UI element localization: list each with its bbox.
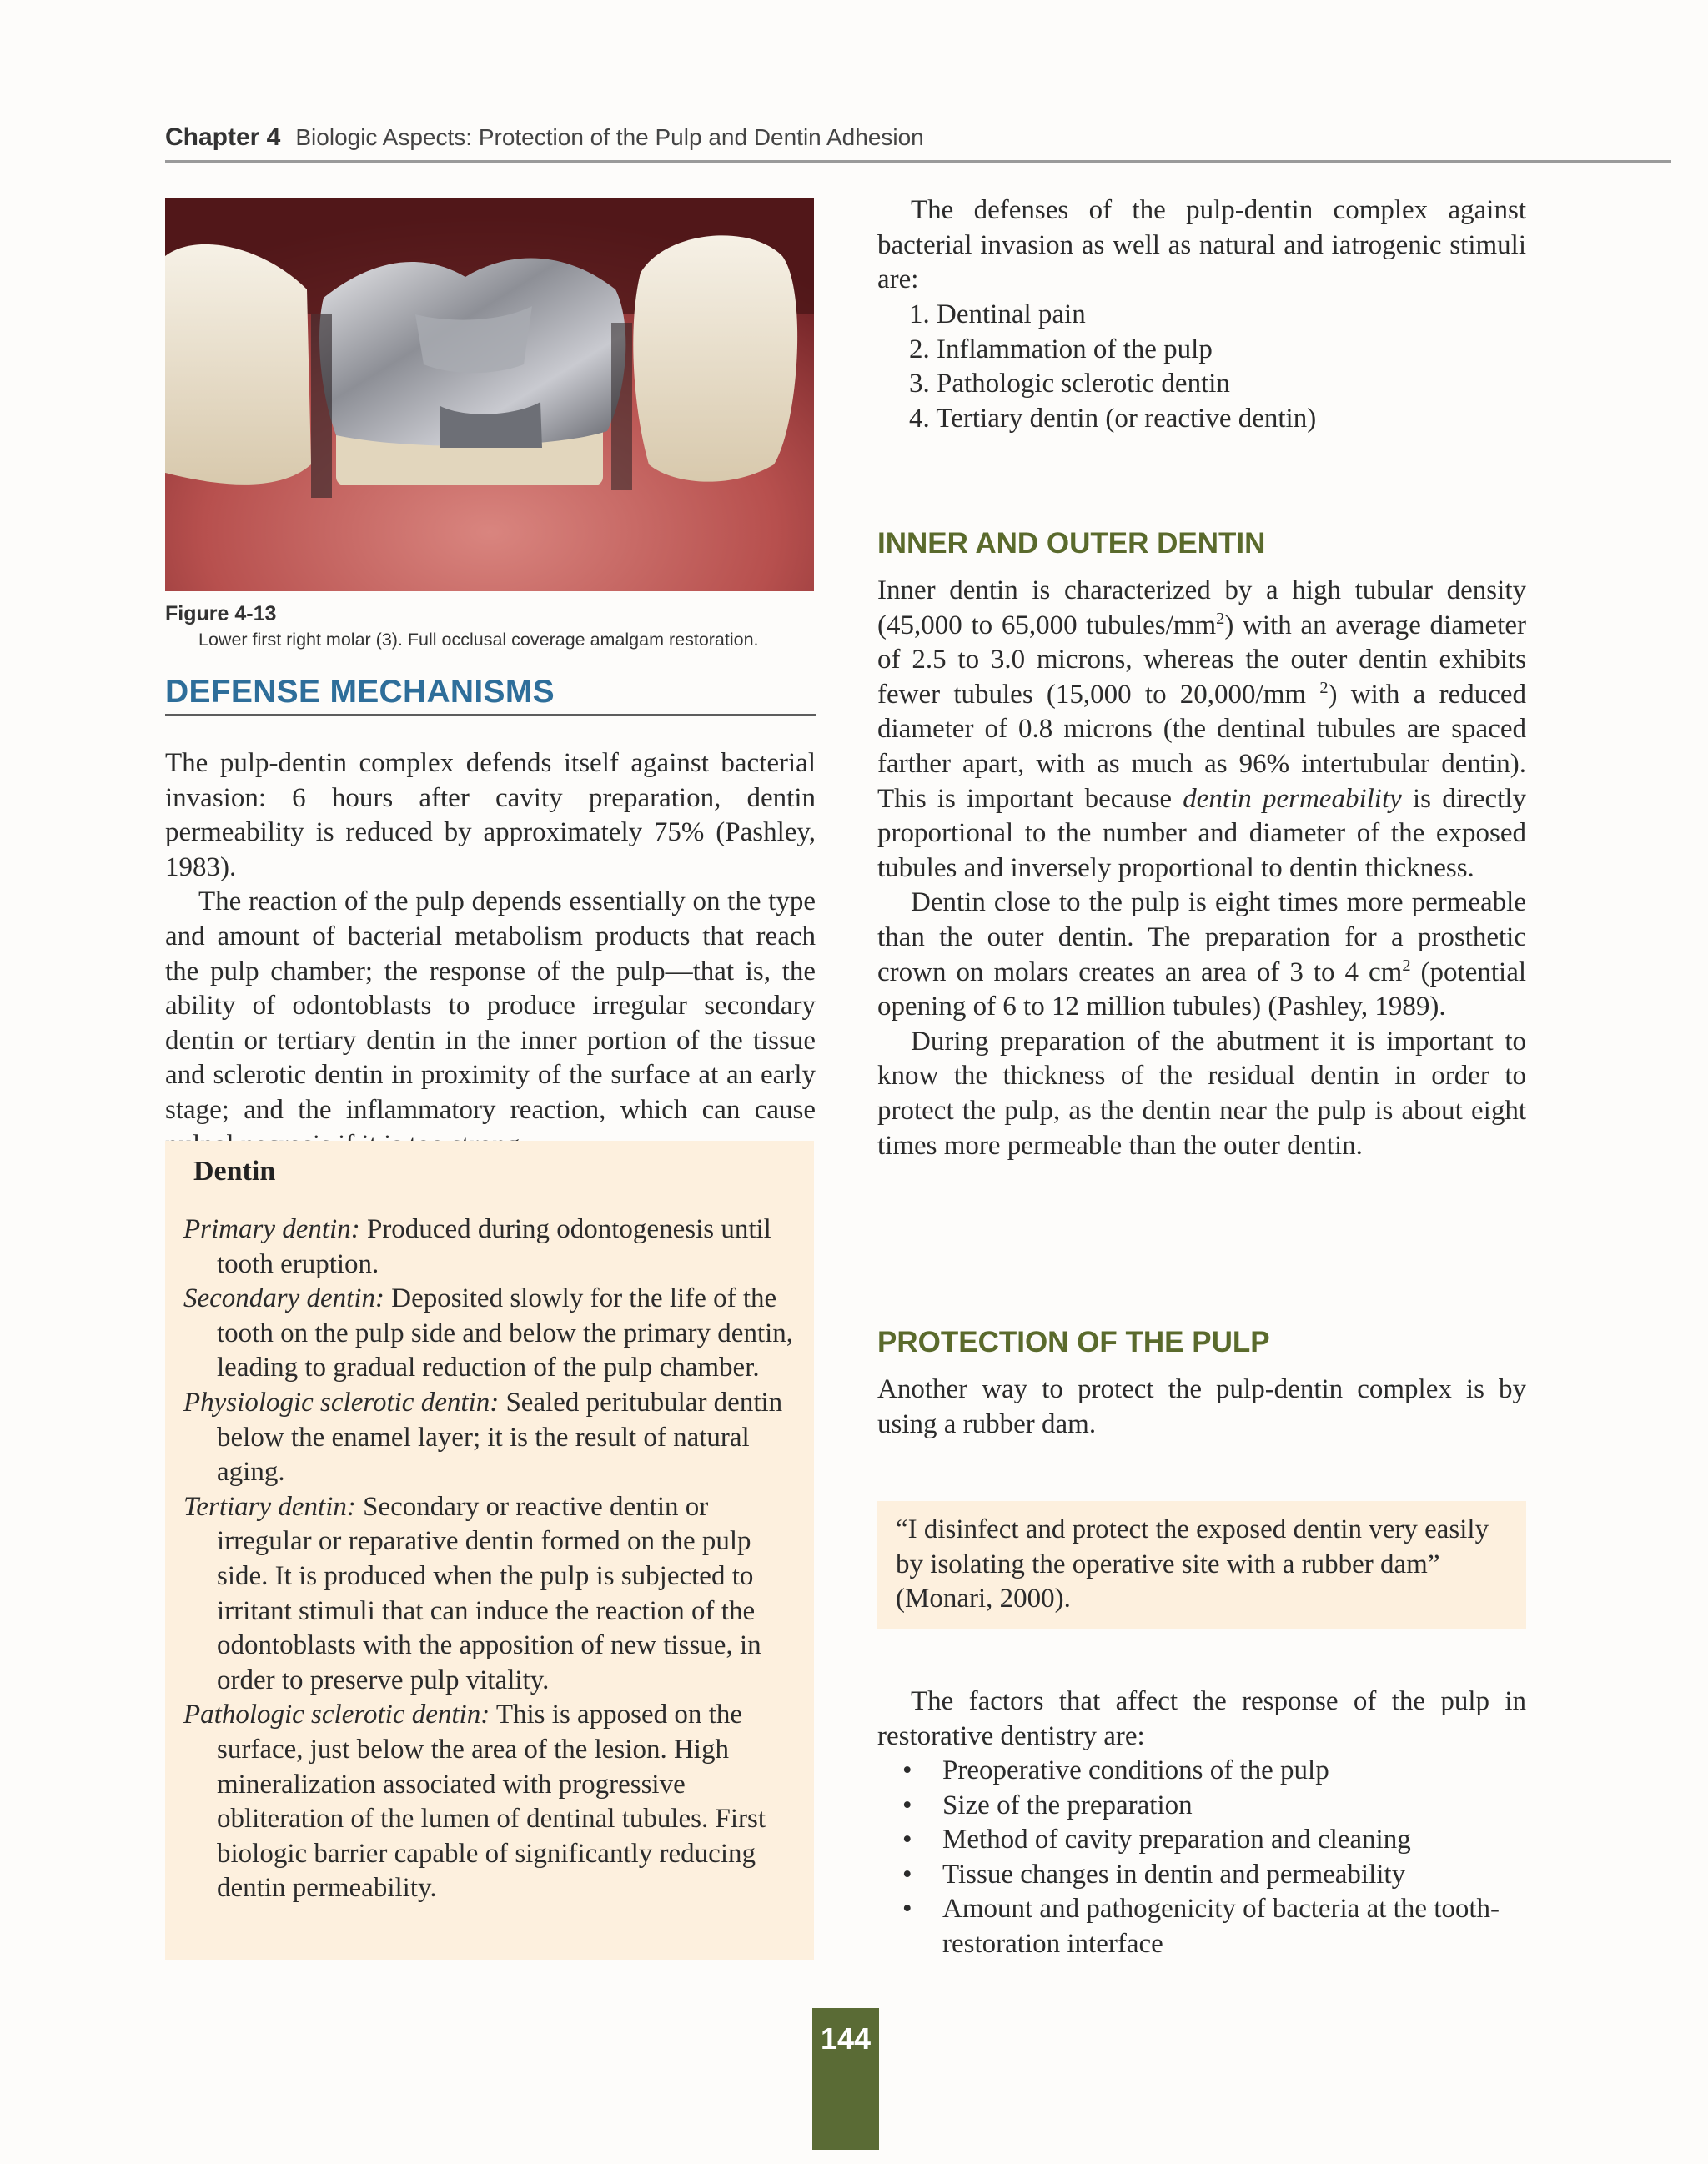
quote-box <box>877 1501 1526 1629</box>
definition-tertiary-dentin <box>183 1490 801 1699</box>
list-item: • Size of the preparation <box>902 1789 1526 1824</box>
factors-intro <box>877 1685 1526 1754</box>
dentin-sidebar-box <box>165 1141 814 1960</box>
heading-defense-mechanisms: DEFENSE MECHANISMS <box>165 674 816 716</box>
figure-photo <box>165 198 814 591</box>
dentin-box-title: Dentin <box>193 1156 276 1187</box>
inner-outer-body <box>877 574 1526 1163</box>
list-item: • Method of cavity preparation and cleaning <box>902 1823 1526 1858</box>
bullet-icon: • <box>902 1790 912 1820</box>
list-item: • Tissue changes in dentin and permeability <box>902 1858 1526 1893</box>
term: Physiologic sclerotic dentin: <box>183 1387 500 1418</box>
bullet-icon: • <box>902 1755 912 1785</box>
definition-primary-dentin <box>183 1213 801 1282</box>
intro-paragraph: The defenses of the pulp-dentin complex against bacterial invasion as well as natural and iatrogenic stimuli are: <box>877 195 1526 295</box>
definition-text: Produced during odontogenesis until tooth eruption. <box>217 1214 771 1279</box>
chapter-label: Chapter 4 <box>165 123 281 151</box>
inner-outer-paragraph-1: Inner dentin is characterized by a high tubular density (45,000 to 65,000 tubules/$mm^2$) with an average diameter of 2.5 to 3.0 microns, whereas the outer dentin exhibits fewer tubules (15,000 to 20,000/mm $^2$) with a reduced diameter of 0.8 microns (the dentinal tubules are spaced farther apart, with as much as 96% intertubular dentin). This is important because dentin permeability is directly proportional to the number and diameter of the exposed tubules and inversely proportional to dentin thickness. <box>877 575 1527 883</box>
dentin-definitions <box>183 1213 801 1906</box>
bullet-icon: • <box>902 1825 912 1855</box>
figure-label: Figure 4-13 <box>165 602 277 625</box>
inner-outer-paragraph-2: Dentin close to the pulp is eight times more permeable than the outer dentin. The preparation for a prosthetic crown on molars creates an area of 3 to 4 $cm^2$ (potential opening of 6 to 12 million tubules) (Pashley, 1989). <box>877 887 1527 1022</box>
protection-paragraph-1: Another way to protect the pulp-dentin complex is by using a rubber dam. <box>877 1374 1526 1439</box>
protection-intro <box>877 1373 1526 1442</box>
term: Secondary dentin: <box>183 1283 385 1314</box>
page-number: 144 <box>812 2008 879 2150</box>
definition-text: Secondary or reactive dentin or irregular or reparative dentin formed on the pulp side. It is produced when the pulp is subjected to irritant stimuli that can induce the reaction of the odontoblasts with the apposition of new tissue, in order to preserve pulp vitality. <box>217 1491 761 1695</box>
running-header <box>165 123 1671 163</box>
bullet-icon: • <box>902 1894 912 1925</box>
definition-physiologic-sclerotic-dentin <box>183 1386 801 1490</box>
definition-text: This is apposed on the surface, just below the area of the lesion. High mineralization associated with progressive obliteration of the lumen of dentinal tubules. First biologic barrier capable of significantly reducing dentin permeability. <box>217 1700 766 1904</box>
figure-caption-text: Lower first right molar (3). Full occlusal coverage amalgam restoration. <box>198 630 759 650</box>
defense-paragraph-2: The reaction of the pulp depends essentially on the type and amount of bacterial metabolism products that reach the pulp chamber; the response of the pulp—that is, the ability of odontoblasts to produce irregular secondary dentin or tertiary dentin in the inner portion of the tissue and sclerotic dentin in proximity of the surface at an early stage; and the inflammatory reaction, which can cause <box>165 886 816 1125</box>
list-item: 2. Inflammation of the pulp <box>909 334 1213 364</box>
list-item: • Preoperative conditions of the pulp <box>902 1754 1526 1789</box>
definition-secondary-dentin <box>183 1282 801 1386</box>
term: Primary dentin: <box>183 1214 360 1244</box>
list-item: • Amount and pathogenicity of bacteria at the tooth-restoration interface <box>902 1894 1500 1959</box>
term: Pathologic sclerotic dentin: <box>183 1700 490 1730</box>
chapter-title: Biologic Aspects: Protection of the Pulp and Dentin Adhesion <box>295 124 924 150</box>
definition-text: Sealed peritubular dentin below the enamel layer; it is the result of natural aging. <box>217 1387 783 1488</box>
list-item: 1. Dentinal pain <box>909 299 1086 329</box>
defense-paragraph-1: The pulp-dentin complex defends itself against bacterial invasion: 6 hours after cavity preparation, dentin permeability is reduced by approximately 75% (Pashley, 1983). <box>165 748 816 882</box>
quote-text: “I disinfect and protect the exposed dentin very easily by isolating the operative site with a rubber dam” (Monari, 2000). <box>896 1514 1489 1614</box>
inner-outer-paragraph-3: During preparation of the abutment it is important to know the thickness of the residual dentin in order to protect the pulp, as the dentin near the pulp is about eight times more permeable than the outer dentin. <box>877 1026 1526 1161</box>
heading-protection-of-the-pulp: PROTECTION OF THE PULP <box>877 1326 1270 1358</box>
dental-photo-illustration <box>165 198 814 591</box>
heading-inner-outer-dentin: INNER AND OUTER DENTIN <box>877 527 1266 560</box>
defense-body <box>165 746 816 1162</box>
right-intro <box>877 193 1526 298</box>
list-item: 3. Pathologic sclerotic dentin <box>909 369 1230 399</box>
definition-pathologic-sclerotic-dentin <box>183 1698 801 1906</box>
list-item: 4. Tertiary dentin (or reactive dentin) <box>909 403 1317 434</box>
factors-list <box>902 1754 1526 1962</box>
defenses-list <box>909 298 1526 436</box>
bullet-icon: • <box>902 1859 912 1890</box>
figure-caption <box>165 602 816 650</box>
definition-text: Deposited slowly for the life of the tooth on the pulp side and below the primary dentin, leading to gradual reduction of the pulp chamber. <box>217 1283 794 1383</box>
term: Tertiary dentin: <box>183 1491 356 1522</box>
protection-paragraph-2: The factors that affect the response of the pulp in restorative dentistry are: <box>877 1686 1526 1751</box>
